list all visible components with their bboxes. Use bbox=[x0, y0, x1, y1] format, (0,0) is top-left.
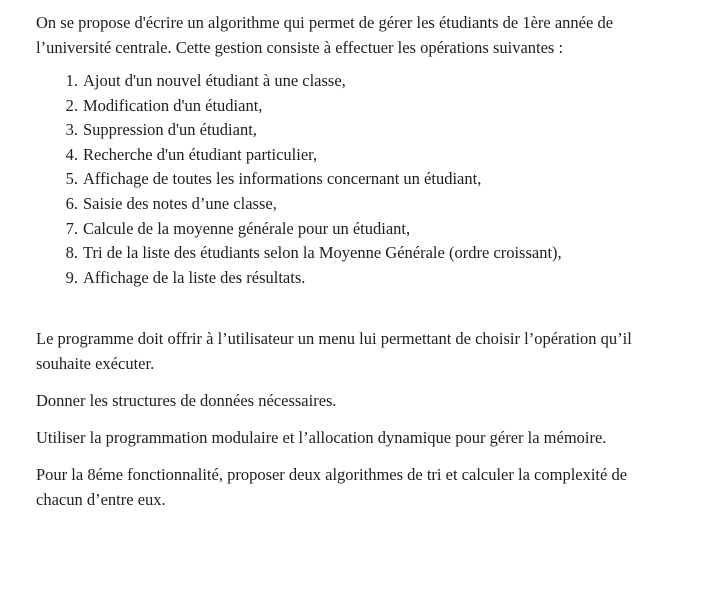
document-body bbox=[36, 10, 676, 512]
list-item bbox=[36, 192, 676, 217]
list-item-number: 7. bbox=[65, 218, 78, 238]
list-item-text: Ajout d'un nouvel étudiant à une classe, bbox=[83, 71, 346, 90]
list-item-text: Affichage de la liste des résultats. bbox=[83, 267, 306, 287]
list-item bbox=[36, 69, 676, 94]
menu-paragraph: Le programme doit offrir à l’utilisateur un menu lui permettant de choisir l’opération qu’il souhaite exécuter. bbox=[36, 329, 632, 374]
list-item bbox=[36, 217, 676, 242]
list-item bbox=[36, 118, 676, 143]
list-item-text: Calcule de la moyenne générale pour un étudiant, bbox=[83, 218, 411, 238]
list-item-number: 4. bbox=[65, 144, 78, 164]
list-item-number: 2. bbox=[65, 95, 78, 115]
modular-programming-paragraph: Utiliser la programmation modulaire et l’allocation dynamique pour gérer la mémoire. bbox=[36, 428, 607, 448]
list-item-number: 5. bbox=[65, 169, 78, 189]
list-item bbox=[36, 266, 676, 291]
list-item-text: Saisie des notes d’une classe, bbox=[83, 193, 277, 213]
list-item-number: 8. bbox=[65, 243, 78, 263]
data-structures-paragraph: Donner les structures de données nécessaires. bbox=[36, 391, 337, 411]
intro-paragraph: On se propose d'écrire un algorithme qui permet de gérer les étudiants de 1ère année de l’université centrale. Cette gestion consiste à effectuer les opérations suivantes : bbox=[36, 13, 614, 57]
list-item-text: Recherche d'un étudiant particulier, bbox=[83, 144, 318, 164]
list-item-text: Modification d'un étudiant, bbox=[83, 95, 263, 115]
list-item-number: 1. bbox=[65, 71, 78, 90]
list-item bbox=[36, 241, 676, 266]
list-item-text: Tri de la liste des étudiants selon la Moyenne Générale (ordre croissant), bbox=[83, 243, 562, 263]
list-item-number: 9. bbox=[65, 267, 78, 287]
list-item bbox=[36, 167, 676, 192]
list-item-number: 6. bbox=[65, 193, 78, 213]
list-item bbox=[36, 94, 676, 119]
sort-algorithms-paragraph: Pour la 8éme fonctionnalité, proposer deux algorithmes de tri et calculer la complexité de chacun d’entre eux. bbox=[36, 465, 628, 510]
list-item-text: Affichage de toutes les informations concernant un étudiant, bbox=[83, 169, 482, 189]
list-item bbox=[36, 143, 676, 168]
operations-list bbox=[36, 69, 676, 290]
list-item-number: 3. bbox=[65, 120, 78, 140]
list-item-text: Suppression d'un étudiant, bbox=[83, 120, 257, 140]
